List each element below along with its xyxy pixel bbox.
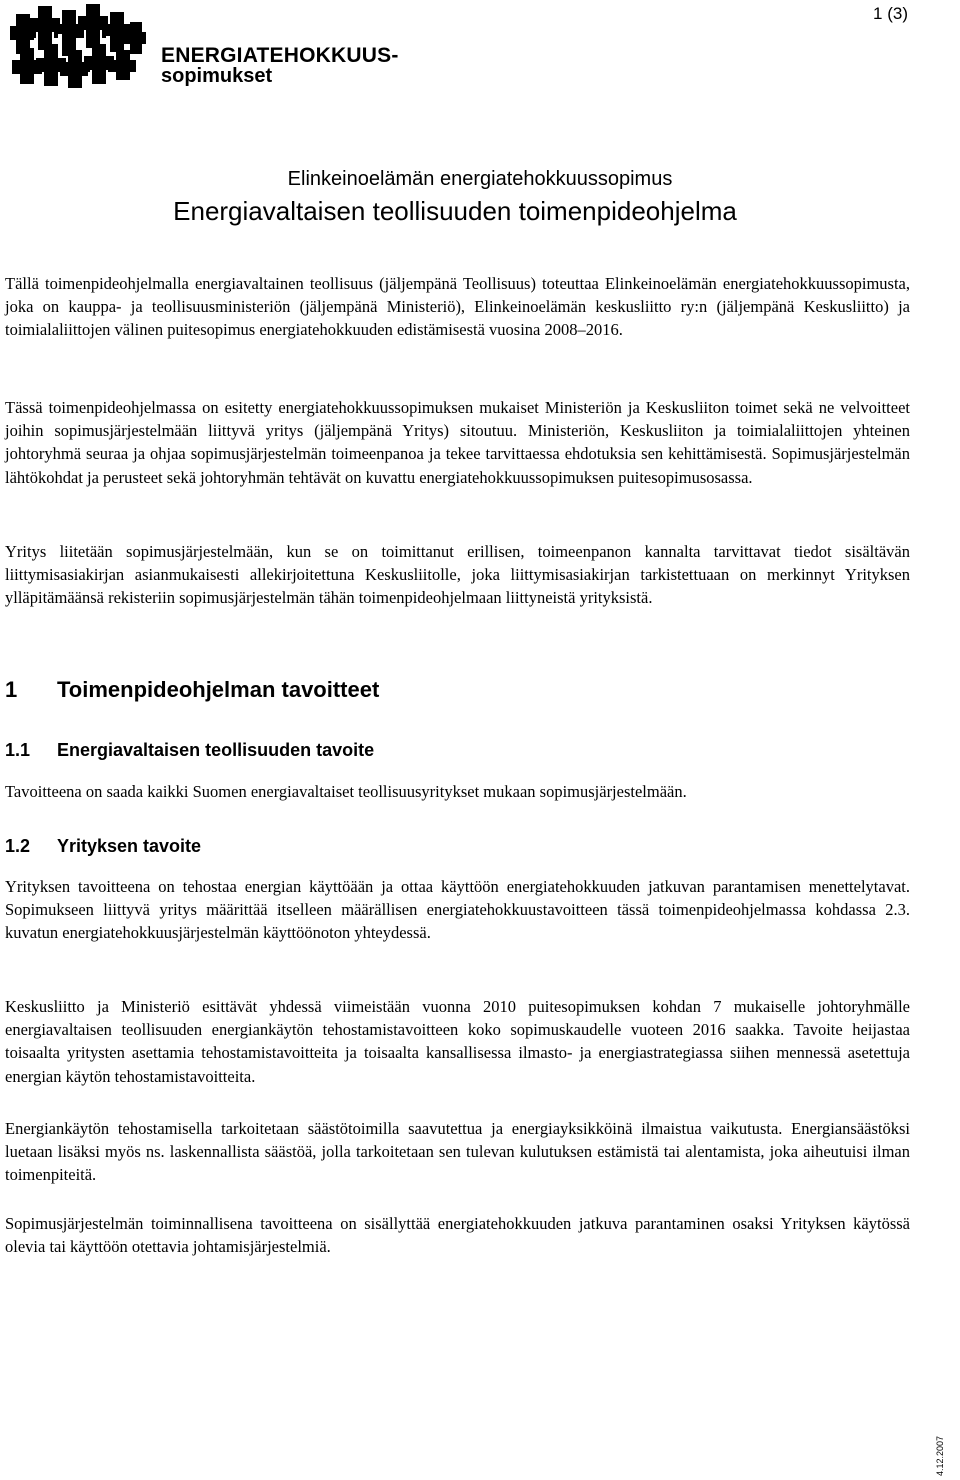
- energiatehokkuussopimukset-logo: [10, 4, 399, 90]
- intro-paragraph: Tällä toimenpideohjelmalla energiavaltainen teollisuus (jäljempänä Teollisuus) toteuttaa Elinkeinoelämän energiatehokkuussopimusta, joka on kauppa- ja teollisuusministeriön (jäljempänä Ministeriö), Elinkeinoelämän keskusliitto ry:n (jäljempänä Keskusliitto) ja toimialaliittojen välinen puitesopimus energiatehokkuuden edistämisestä vuosina 2008–2016.: [5, 274, 910, 340]
- section-number: 1: [5, 677, 18, 702]
- company-goal-paragraph: Yrityksen tavoitteena on tehostaa energian käyttöään ja ottaa käyttöön energiatehokkuuden jatkuvan parantamisen menettelytavat. Sopimukseen liittyvä yritys määrittää itselleen määrällisen energiatehokkuustavoitteen tässä toimenpideohjelmassa kohdassa 2.3. kuvatun energiatehokkuusjärjestelmän käyttöönoton yhteydessä.: [5, 877, 910, 943]
- section-1-2-heading: [5, 836, 201, 857]
- section-title: Yrityksen tavoite: [57, 836, 202, 856]
- industry-goal-paragraph: Tavoitteena on saada kaikki Suomen energiavaltaiset teollisuusyritykset mukaan sopimusjärjestelmään.: [5, 782, 687, 801]
- section-1-heading: [5, 677, 379, 703]
- joining-paragraph: Yritys liitetään sopimusjärjestelmään, kun se on toimittanut erillisen, toimeenpanon kannalta tarvittavat tiedot sisältävän liittymisasiakirjan asianmukaisesti allekirjoitettuna Keskusliitolle, joka liittymisasiakirjan tarkistettuaan on merkinnyt Yrityksen ylläpitämäänsä rekisteriin sopimusjärjestelmän tähän toimenpideohjelmaan liittyneistä yrityksistä.: [5, 542, 910, 608]
- measures-paragraph: Tässä toimenpideohjelmassa on esitetty energiatehokkuussopimuksen mukaiset Ministeriön ja Keskusliiton toimet sekä ne velvoitteet joihin sopimusjärjestelmään liittyvä yritys (jäljempänä Yritys) sitoutuu. Ministeriön, Keskusliiton ja toimialaliittojen yhteinen johtoryhmä seuraa ja ohjaa sopimusjärjestelmän toimeenpanoa ja tekee tarvittaessa ehdotuksia sen kehittämisestä. Sopimusjärjestelmän lähtökohdat ja perusteet sekä johtoryhmän tehtävät on kuvattu energiatehokkuussopimuksen puitesopimusosassa.: [5, 398, 910, 487]
- section-1-1-heading: [5, 740, 374, 761]
- section-title: Energiavaltaisen teollisuuden tavoite: [57, 740, 375, 760]
- target-paragraph: Keskusliitto ja Ministeriö esittävät yhdessä viimeistään vuonna 2010 puitesopimuksen kohdan 7 mukaiselle johtoryhmälle energiavaltaisen teollisuuden energiankäytön tehostamistavoitteen koko sopimuskaudelle vuoteen 2016 saakka. Tavoite heijastaa toisaalta yritysten asettamia tehostamistavoitteita ja toisaalta kansallisessa ilmasto- ja energiastrategiassa siihen mennessä asetettuja energian käytön tehostamistavoitteita.: [5, 997, 910, 1086]
- footer-date: 4.12.2007: [935, 1435, 945, 1476]
- section-title: Toimenpideohjelman tavoitteet: [57, 677, 380, 702]
- logo-text-line1: ENERGIATEHOKKUUS-: [161, 44, 399, 67]
- cross-pattern-logo-icon: [10, 4, 146, 90]
- document-subtitle: Elinkeinoelämän energiatehokkuussopimus: [287, 168, 673, 190]
- efficiency-definition-paragraph: Energiankäytön tehostamisella tarkoitetaan säästötoimilla saavutettua ja energiayksikköinä ilmaistua vaikutusta. Energiansäästöksi luetaan lisäksi myös ns. laskennallista säästöä, jolla tarkoitetaan sen tulevan kulutuksen estämistä tai alentamista, joka aiheutuisi ilman toimenpiteitä.: [5, 1119, 910, 1185]
- section-number: 1.1: [5, 740, 31, 760]
- document-title: Energiavaltaisen teollisuuden toimenpideohjelma: [173, 196, 737, 226]
- section-number: 1.2: [5, 836, 31, 856]
- operational-goal-paragraph: Sopimusjärjestelmän toiminnallisena tavoitteena on sisällyttää energiatehokkuuden jatkuva parantaminen osaksi Yrityksen käytössä olevia tai käyttöön otettavia johtamisjärjestelmiä.: [5, 1214, 910, 1257]
- page-number: 1 (3): [873, 4, 908, 23]
- logo-text-line2: sopimukset: [161, 65, 273, 87]
